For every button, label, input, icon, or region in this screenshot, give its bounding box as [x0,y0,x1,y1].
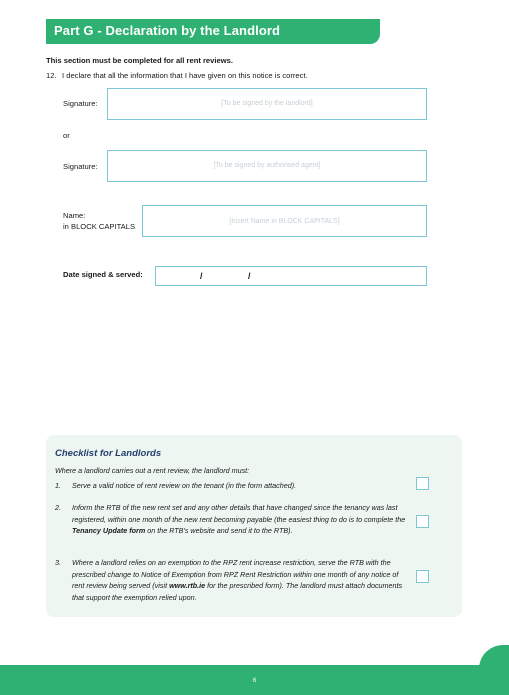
landlord-signature-placeholder: [To be signed by the landlord] [221,100,313,107]
landlord-checklist [46,435,462,617]
checklist-intro: Where a landlord carries out a rent review, the landlord must: [55,466,250,475]
checklist-item-text: Serve a valid notice of rent review on the tenant (in the form attached). [72,481,297,490]
date-field[interactable] [155,266,427,286]
checklist-checkbox-3[interactable] [416,570,429,583]
name-field[interactable] [142,205,427,237]
declaration-statement [46,71,308,80]
date-label: Date signed & served: [63,270,143,279]
agent-signature-placeholder: [To be signed by authorised agent] [213,162,321,169]
section-intro: This section must be completed for all rent reviews. [46,56,233,65]
date-slash-2: / [248,271,251,281]
checklist-checkbox-1[interactable] [416,477,429,490]
page-number: 6 [252,678,257,684]
name-label: Name: [63,211,86,220]
name-label-block-capitals: in BLOCK CAPITALS [63,222,136,231]
checklist-checkbox-2[interactable] [416,515,429,528]
tenancy-update-form-link: Tenancy Update form [72,526,146,536]
signature-label-agent: Signature: [63,162,98,171]
checklist-item-text: Where a landlord relies on an exemption to the RPZ rent increase restriction, serve the RTB with the prescribed change to Notice of Exemption from RPZ Rent Restriction within one month of any notice of rent review being served (visit www.rtb.ie for the prescribed form). The landlord must attach documents that support the exemption relied upon. [72,558,403,602]
agent-signature-field[interactable] [107,150,427,182]
signature-label-landlord: Signature: [63,99,98,108]
landlord-signature-field[interactable] [107,88,427,120]
section-header [46,19,380,44]
checklist-item-number: 1. [55,481,61,490]
or-text: or [63,131,70,140]
section-title: Part G - Declaration by the Landlord [54,23,281,38]
checklist-item-number: 2. [55,503,61,512]
checklist-item-text: Inform the RTB of the new rent set and any other details that have changed since the tenancy was last registered, within one month of the new rent becoming payable (the easiest thing to do is to complete the Tenancy Update form on the RTB's website and send it to the RTB). [72,503,406,536]
checklist-item-number: 3. [55,558,61,567]
checklist-title: Checklist for Landlords [55,448,162,459]
name-placeholder: [Insert Name in BLOCK CAPITALS] [229,218,340,225]
declaration-text: I declare that all the information that I have given on this notice is correct. [62,71,308,80]
date-slash-1: / [200,271,203,281]
declaration-number: 12. [46,71,57,80]
rtb-website-link: www.rtb.ie [169,581,206,591]
